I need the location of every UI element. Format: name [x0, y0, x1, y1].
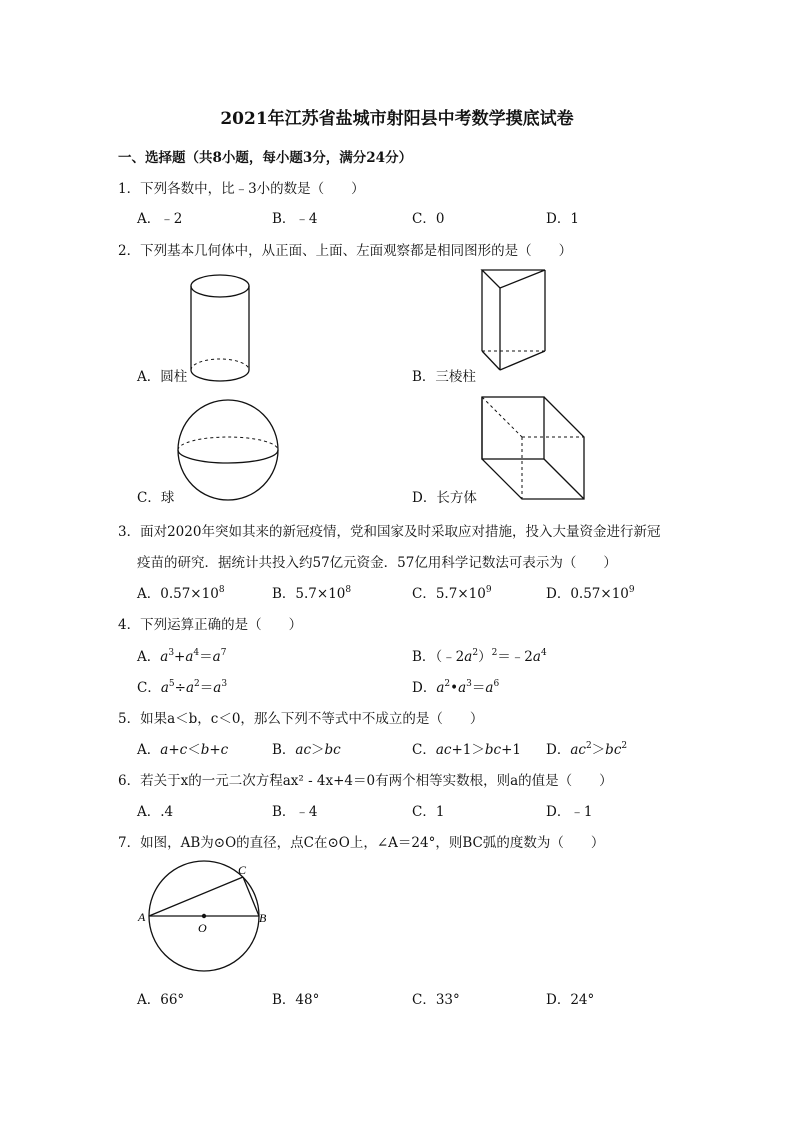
- question-1-stem: 1．下列各数中，比﹣3小的数是（ ）: [118, 181, 365, 197]
- circle-diagram: [135, 855, 275, 980]
- question-3-stem-line2: 疫苗的研究．据统计共投入约57亿元资金．57亿用科学记数法可表示为（ ）: [137, 555, 617, 571]
- q1-option-a: A．﹣2: [137, 211, 183, 227]
- q5-option-d: D．$ac^2>bc^2$: [546, 741, 628, 758]
- q4-option-d: D．$a^2•a^3=a^6$: [412, 679, 500, 696]
- q6-option-c: C．1: [412, 804, 445, 820]
- q7-option-d: D．24°: [546, 992, 595, 1008]
- question-7-stem: 7．如图，AB为⊙O的直径，点C在⊙O上，∠A＝24°，则BC弧的度数为（ ）: [118, 835, 605, 851]
- question-4-stem: 4．下列运算正确的是（ ）: [118, 617, 303, 633]
- q7-option-b: B．48°: [272, 992, 320, 1008]
- triangular-prism-figure: [478, 266, 548, 378]
- q2-option-b: B．三棱柱: [412, 369, 476, 385]
- point-a-label: A: [138, 910, 146, 924]
- cuboid-figure: [478, 393, 588, 503]
- question-6-stem: 6．若关于x的一元二次方程ax² - 4x+4＝0有两个相等实数根，则a的值是（ ）: [118, 773, 613, 789]
- section-heading: 一、选择题（共8小题，每小题3分，满分24分）: [118, 150, 413, 166]
- question-2-stem: 2．下列基本几何体中，从正面、上面、左面观察都是相同图形的是（ ）: [118, 243, 573, 259]
- q4-option-c: C．$a^5\div a^2=a^3$: [137, 679, 228, 696]
- point-b-label: B: [259, 911, 267, 925]
- q3-option-d: D．$0.57\times 10^9$: [546, 585, 635, 602]
- q2-option-d: D．长方体: [412, 490, 477, 506]
- point-c-label: C: [238, 863, 247, 877]
- q5-option-c: C．ac+1＞bc+1: [412, 742, 521, 758]
- sphere-figure: [175, 398, 285, 506]
- q6-option-a: A．.4: [137, 804, 174, 820]
- cylinder-figure: [185, 272, 255, 384]
- q1-option-b: B．﹣4: [272, 211, 318, 227]
- question-5-stem: 5．如果a＜b，c＜0，那么下列不等式中不成立的是（ ）: [118, 711, 484, 727]
- q4-option-b: B．$(﹣2a^2)^2=﹣2a^4$: [412, 648, 547, 665]
- q7-option-a: A．66°: [137, 992, 185, 1008]
- q2-option-a: A．圆柱: [137, 369, 188, 385]
- q1-option-c: C．0: [412, 211, 445, 227]
- q7-option-c: C．33°: [412, 992, 460, 1008]
- page-title: 2021年江苏省盐城市射阳县中考数学摸底试卷: [220, 109, 574, 129]
- q1-option-d: D．1: [546, 211, 579, 227]
- q4-option-a: A．$a^3+a^4=a^7$: [137, 648, 227, 665]
- q3-option-b: B．$5.7\times 10^8$: [272, 585, 352, 602]
- q3-option-a: A．$0.57\times 10^8$: [137, 585, 225, 602]
- q5-option-b: B．ac＞bc: [272, 742, 341, 758]
- q3-option-c: C．$5.7\times 10^9$: [412, 585, 492, 602]
- q2-option-c: C．球: [137, 490, 175, 506]
- q5-option-a: A．a+c＜b+c: [137, 742, 229, 758]
- q6-option-b: B．﹣4: [272, 804, 318, 820]
- question-3-stem-line1: 3．面对2020年突如其来的新冠疫情，党和国家及时采取应对措施，投入大量资金进行新冠: [118, 524, 661, 540]
- point-o-label: O: [198, 921, 207, 935]
- q6-option-d: D．﹣1: [546, 804, 593, 820]
